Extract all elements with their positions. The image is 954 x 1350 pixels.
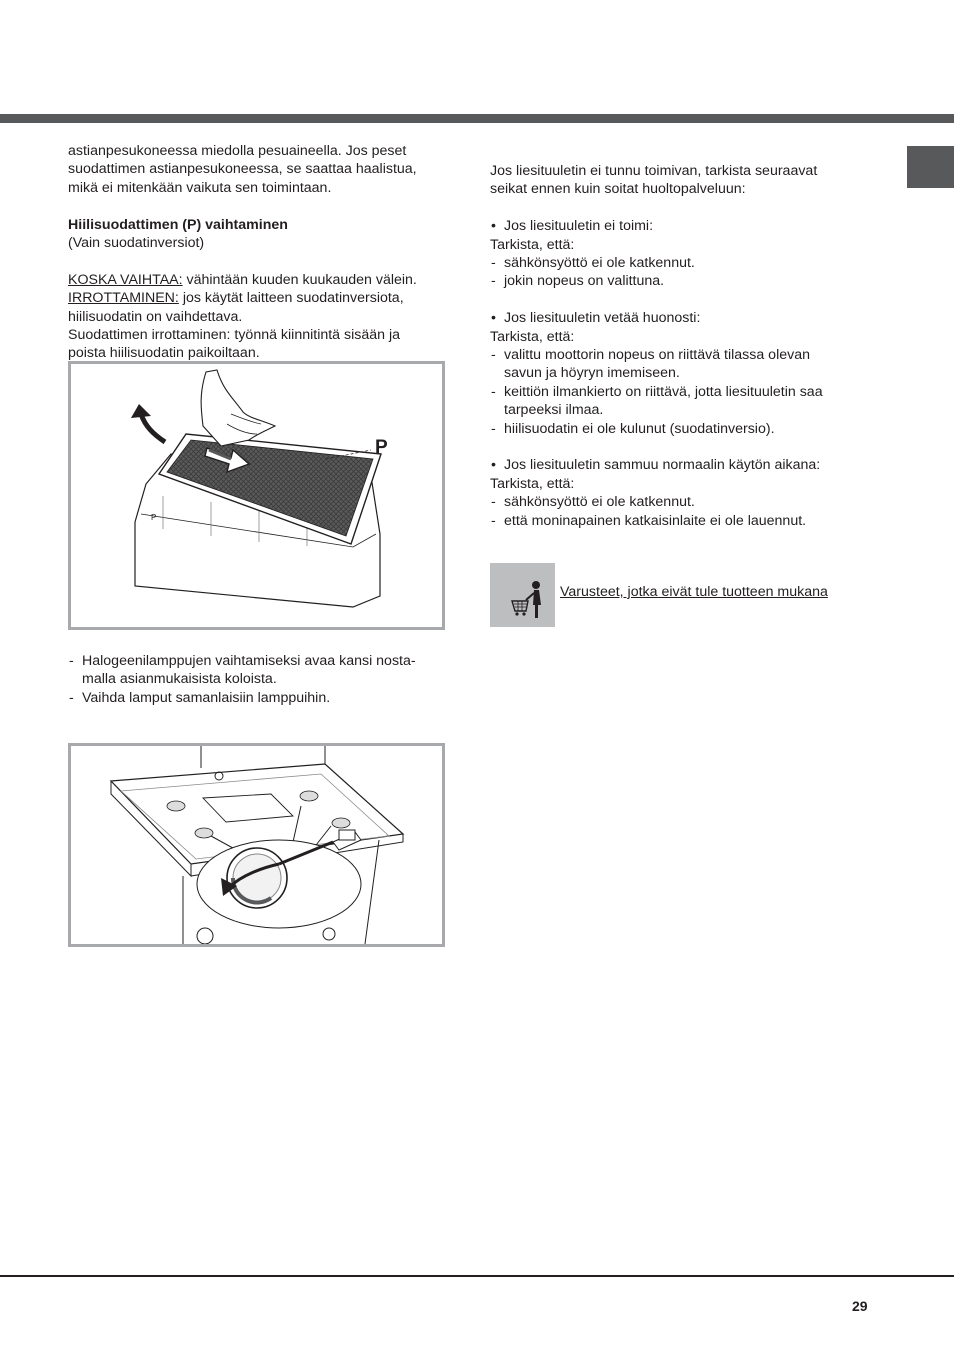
- accessories-note: [490, 563, 860, 627]
- removal-line: [68, 289, 458, 307]
- check-label: Tarkista, että:: [490, 475, 575, 492]
- remove-label: IRROTTAMINEN:: [68, 290, 179, 307]
- replace-interval: [68, 271, 458, 289]
- instruction-line: Suodattimen irrottaminen: työnnä kiinnitintä sisään ja: [68, 327, 401, 344]
- footer-rule: [0, 1275, 954, 1277]
- problem-title: • Jos liesituuletin vetää huonosti:: [490, 309, 860, 327]
- filter-removal-drawing: [71, 364, 442, 627]
- remove-text: jos käytät laitteen suodatinversiota,: [178, 290, 404, 307]
- lamp-step: - Vaihda lamput samanlaisiin lamppuihin.: [68, 689, 458, 707]
- check-item: - jokin nopeus on valittuna.: [490, 272, 860, 290]
- when-label: KOSKA VAIHTAA:: [68, 271, 183, 288]
- filter-label-small-p: P: [151, 513, 157, 522]
- when-text: vähintään kuuden kuukauden välein.: [182, 271, 417, 288]
- check-item: - valittu moottorin nopeus on riittävä tilassa olevan savun ja höyryn imemiseen.: [490, 346, 860, 383]
- intro-line: Jos liesituuletin ei tunnu toimivan, tarkista seuraavat: [490, 163, 818, 179]
- page-number: 29: [852, 1298, 868, 1314]
- shopping-cart-person-icon: [490, 563, 555, 627]
- left-column: [68, 142, 458, 363]
- problem-title: • Jos liesituuletin ei toimi:: [490, 217, 860, 235]
- lamp-step: - Halogeenilamppujen vaihtamiseksi avaa kansi nosta- malla asianmukaisista koloista.: [68, 652, 458, 689]
- carbon-filter-illustration: [68, 361, 445, 630]
- instruction-line: poista hiilisuodatin paikoiltaan.: [68, 345, 260, 362]
- language-tab: [907, 146, 954, 188]
- intro-line: astianpesukoneessa miedolla pesuaineella. Jos peset: [68, 143, 407, 159]
- header-bar: [0, 114, 954, 123]
- intro-line: mikä ei mitenkään vaikuta sen toimintaan.: [68, 179, 332, 196]
- lamp-steps: [68, 652, 458, 707]
- check-item: - että moninapainen katkaisinlaite ei ole lauennut.: [490, 512, 860, 530]
- lamp-removal-drawing: [71, 746, 442, 944]
- section-title: Hiilisuodattimen (P) vaihtaminen: [68, 216, 288, 233]
- section-subtitle: (Vain suodatinversiot): [68, 235, 205, 252]
- check-item: - keittiön ilmankierto on riittävä, jotta liesituuletin saa tarpeeksi ilmaa.: [490, 383, 860, 420]
- removal-line: hiilisuodatin on vaihdettava.: [68, 308, 243, 325]
- check-label: Tarkista, että:: [490, 236, 575, 253]
- problem-title: • Jos liesituuletin sammuu normaalin käytön aikana:: [490, 456, 860, 474]
- check-label: Tarkista, että:: [490, 328, 575, 345]
- filter-label-p: P: [375, 437, 388, 458]
- check-item: - hiilisuodatin ei ole kulunut (suodatinversio).: [490, 420, 860, 438]
- intro-line: suodattimen astianpesukoneessa, se saattaa haalistua,: [68, 161, 417, 178]
- accessories-link[interactable]: Varusteet, jotka eivät tule tuotteen mukana: [560, 584, 828, 600]
- check-item: - sähkönsyöttö ei ole katkennut.: [490, 254, 860, 272]
- intro-line: seikat ennen kuin soitat huoltopalveluun:: [490, 181, 746, 198]
- halogen-lamp-illustration: [68, 743, 445, 947]
- right-column: [490, 162, 860, 530]
- check-item: - sähkönsyöttö ei ole katkennut.: [490, 493, 860, 511]
